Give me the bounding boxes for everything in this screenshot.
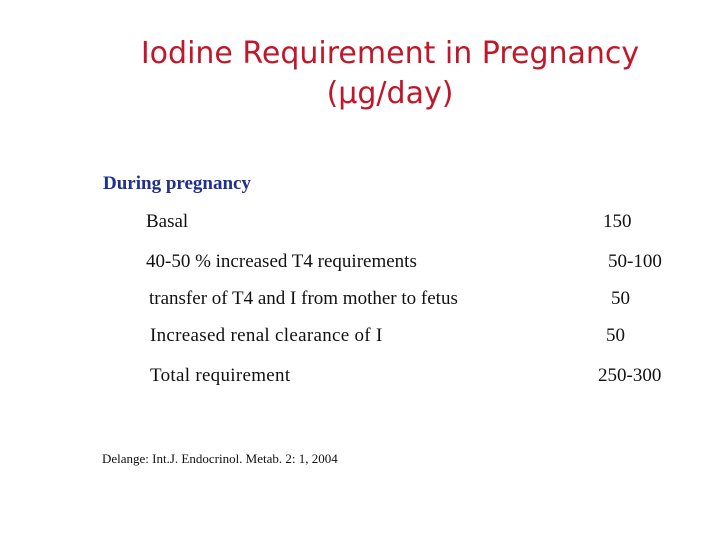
slide-title — [60, 34, 720, 114]
section-heading: During pregnancy — [103, 173, 251, 194]
row-label-basal: Basal — [146, 211, 189, 232]
title-line-1: Iodine Requirement in Pregnancy — [140, 36, 640, 71]
row-label-total: Total requirement — [150, 365, 291, 386]
row-label-renal-clearance: Increased renal clearance of I — [150, 325, 383, 346]
citation: Delange: Int.J. Endocrinol. Metab. 2: 1, 2004 — [102, 451, 338, 466]
row-value-renal-clearance: 50 — [606, 325, 625, 346]
row-value-basal: 150 — [603, 211, 632, 232]
row-label-t4-requirements: 40-50 % increased T4 requirements — [146, 251, 417, 272]
title-line-2-unit: (μg/day) — [326, 76, 454, 111]
row-value-transfer: 50 — [611, 288, 630, 309]
row-value-total: 250-300 — [598, 365, 662, 386]
row-label-transfer: transfer of T4 and I from mother to fetus — [149, 288, 458, 309]
row-value-t4-requirements: 50-100 — [608, 251, 662, 272]
